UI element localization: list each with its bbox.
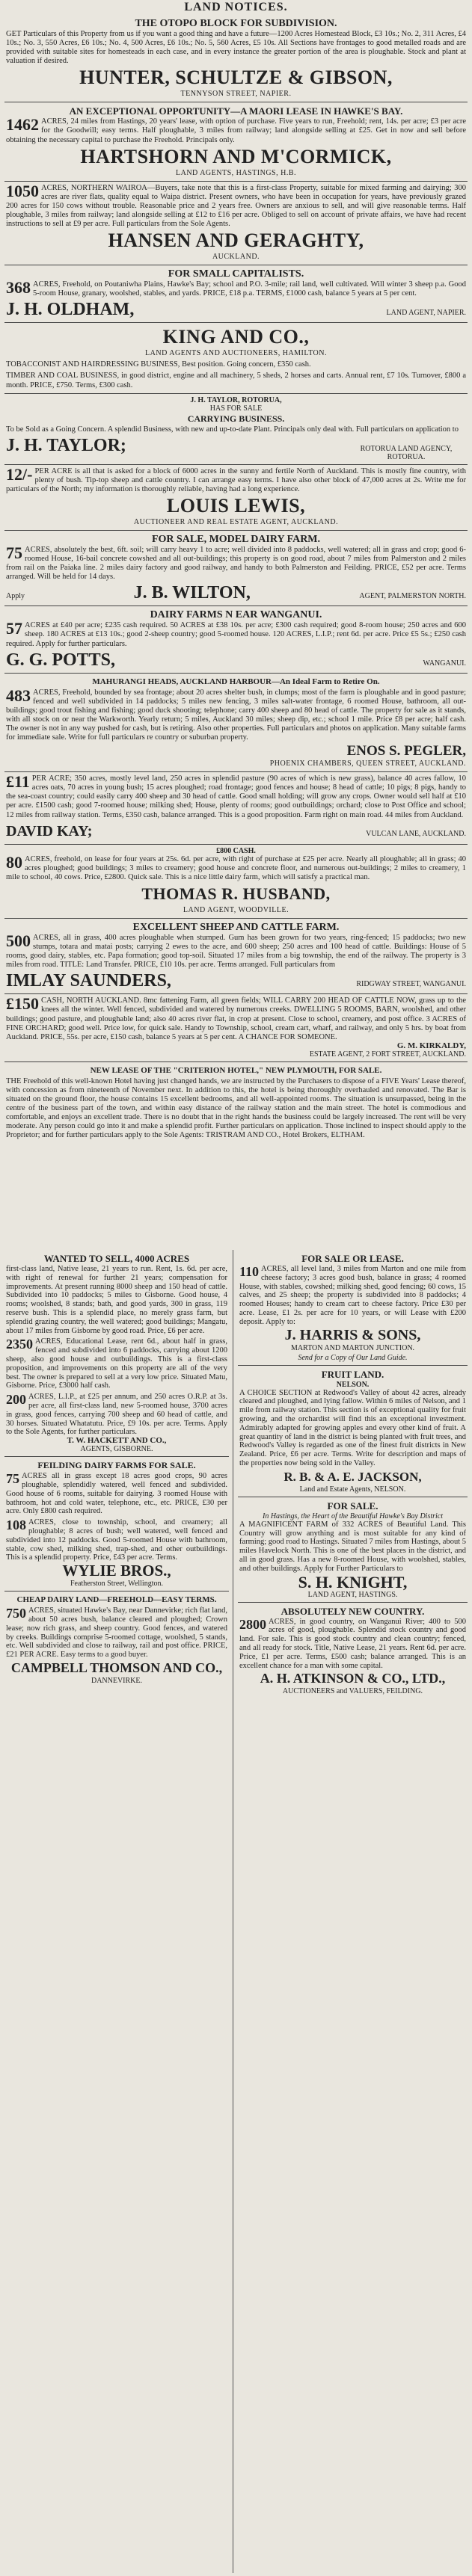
ad-body: A MAGNIFICENT FARM of 332 ACRES of Beautiful Land. This Country will grow anything and is most suitable for any kind of farming; good road to Hastings. Situated 7 miles from Hastings, about 5 miles Havelock North. This is one of the best places in the district, and all in good grass. Has a new 8-roomed House, with woolshed, stables, and other buildings. Apply for Further Particulars to [239, 1520, 467, 1573]
advertiser-address: VULCAN LANE, AUCKLAND. [366, 829, 466, 838]
left-column [4, 1250, 229, 2573]
ad-body: GET Particulars of this Property from us if you want a good thing and have a future—1200 Acres Homestead Block, £3 10s.; No. 2, 311 Acres, £4 10s.; No. 3, 550 Acres, £6 10s.; No. 4, 500 Acres, £6 10s.; No. 5, 560 Acres, £5 10s. All Sections have frontages to good metalled roads and are provided with suitable sites for homesteads in each case, and in every instance the greater portion of the area is ploughable. Stock and plant at valuation if desired. [6, 30, 466, 66]
ad-heading: FEILDING DAIRY FARMS FOR SALE. [37, 1460, 196, 1471]
ad-sub: NELSON. [336, 1380, 370, 1389]
ad-king [4, 323, 468, 393]
ad-body: ACRES all in grass except 18 acres good crops, 90 acres ploughable, splendidly watered, well fenced and subdivided. Good house of 6 rooms, suitable for dairying. 3 roomed House with bathroom, hot and cold water, telephone, etc., etc. PRICE, £30 per acre. Only £800 cash required. [6, 1472, 227, 1516]
ad-body: A CHOICE SECTION at Redwood's Valley of about 42 acres, already cleared and ploughed, and lying fallow. Within 6 miles of Nelson, and 1 mile from railway station. This section is of exceptional quality for fruit growing, and the orchardist will find this an exceptional investment. Admirably adapted for growing apples and every other kind of fruit. A great quantity of land in the district is being planted with fruit trees, and Redwood's Valley is regarded as one of the finest fruit districts in New Zealand. Price, £6 per acre. Terms. Write for description and maps of the properties now being sold in the Valley. [239, 1388, 466, 1467]
ad-kirkaldy [4, 994, 468, 1061]
ad-sub: In Hastings, the Heart of the Beautiful Hawke's Bay District [263, 1512, 443, 1520]
ad-heading: MAHURANGI HEADS, AUCKLAND HARBOUR—An Ideal Farm to Retire On. [92, 677, 380, 686]
advertiser-name: R. B. & A. E. JACKSON, [283, 1469, 422, 1484]
advertiser-name: J. H. OLDHAM, [6, 300, 135, 320]
ad-body: To be Sold as a Going Concern. A splendid Business, with new and up-to-date Plant. Principals only deal with. Full particulars on application to [6, 425, 459, 434]
ad-heading: WANTED TO SELL, 4000 ACRES [43, 1253, 190, 1264]
ad-body: ACRES, close to township, school, and creamery; all ploughable; 8 acres of bush; well watered, well fenced and subdivided into 12 paddocks. Good 5-roomed House with bathroom, stable, cow shed, milking shed, trap-shed, and other outbuildings. This is a splendid property. Price, £43 per acre. Terms. [6, 1518, 227, 1562]
advertiser-address: WANGANUI. [423, 659, 466, 668]
ad-heading: THE OTOPO BLOCK FOR SUBDIVISION. [135, 18, 337, 29]
advertiser-name: J. H. TAYLOR; [6, 435, 126, 455]
advertiser-address: AUCKLAND. [212, 253, 260, 262]
ad-body: TIMBER AND COAL BUSINESS, in good district, engine and all machinery, 5 sheds, 2 horses and carts. Annual rent, £7 10s. Turnover, £800 a month. PRICE, £750. Terms, £300 cash. [6, 372, 466, 389]
ad-heading: EXCELLENT SHEEP AND CATTLE FARM. [132, 921, 340, 933]
advertiser-name: G. G. POTTS, [6, 650, 116, 670]
acreage: 483 [6, 685, 31, 705]
advertiser-address: TENNYSON STREET, NAPIER. [180, 90, 292, 99]
advertiser-name: CAMPBELL THOMSON AND CO., [10, 1660, 223, 1675]
acreage: 80 [6, 852, 22, 872]
ad-sub: HAS FOR SALE [209, 404, 263, 413]
ad-body: ACRES, all level land, 3 miles from Marton and one mile from cheese factory; 3 acres good bush, balance in grass; 4 roomed House, with stables, cowshed; milking shed, good fencing; 60 cows, 15 calves, and 25 sheep; the property is subdivided into 8 paddocks; 4 roomed Houses; handy to cream cart to cheese factory. Price £30 per acre. Lease, £1 2s. per acre for 10 years, or will Lease with £200 deposit. Apply to: [239, 1265, 466, 1326]
price: £150 [6, 994, 39, 1014]
advertiser-name: J. HARRIS & SONS, [284, 1326, 421, 1343]
advertiser-name: A. H. ATKINSON & CO., LTD., [260, 1671, 446, 1686]
advertiser-name: ENOS S. PEGLER, [346, 743, 466, 759]
ad-potts [4, 606, 468, 673]
acreage: 75 [6, 543, 22, 562]
ad-campbell [4, 1591, 229, 1688]
ad-body: ACRES, 24 miles from Hastings, 20 years' lease, with option of purchase. Five years to run, Freehold; rent, 14s. per acre; £3 per acre for the Goodwill; easy terms. Half ploughable, 3 miles from railway; land alongside selling at £25. Get in now and sell before obtaining the necessary capital to purchase the Freehold. Principals only. [6, 117, 466, 144]
advertiser-name: LOUIS LEWIS, [166, 494, 306, 517]
ad-heading: ABSOLUTELY NEW COUNTRY. [281, 1605, 425, 1617]
acreage: 2800 [239, 1616, 266, 1632]
ad-heading: AN EXCEPTIONAL OPPORTUNITY—A MAORI LEASE IN HAWKE'S BAY. [69, 105, 403, 117]
advertiser-address: AGENTS, GISBORNE. [80, 1445, 153, 1454]
ad-david-kay [4, 772, 468, 844]
ad-body: THE Freehold of this well-known Hotel having just changed hands, we are instructed by the Purchasers to dispose of a FIVE Years' Lease thereof, with concession as from nineteenth of November next. In addition to this, the hotel is being thoroughly overhauled and renovated. The Bar is situated on the ground floor, the house contains 15 excellent bedrooms, and all well-appointed rooms. The situation is unsurpassed, being in the centre of the business part of the town, and within easy distance of the railway station and the main street. The hotel is commodious and comfortable, and enjoys an excellent trade. There is no doubt that in the right hands the business could be largely increased. The rent will be very moderate. Any person could go into it and make a splendid profit. Further particulars on application. Those inclined to inspect should apply to the Proprietor; and for further particulars apply to the Sole Agents: TRISTRAM AND CO., Hotel Brokers, ELTHAM. [6, 1076, 466, 1140]
ad-heading: NEW LEASE OF THE "CRITERION HOTEL," NEW PLYMOUTH, FOR SALE. [90, 1065, 382, 1075]
advertiser-address: DANNEVIRKE. [91, 1676, 143, 1685]
advertiser-address: LAND AGENTS, HASTINGS, H.B. [175, 168, 296, 177]
ad-body: ACRES, absolutely the best, 6ft. soil; will carry heavy 1 to acre; well divided into 8 paddocks, well watered; all in grass and crop; good 6-roomed House, 16-bail concrete cowshed and all out-buildings; this property is on good road, about 7 miles from Palmerston and 2 miles from rail on the Paiaka line. 2 miles dairy factory and good railway, and handy to both Palmerston and Feilding. PRICE, £52 per acre. Terms arranged. Will be held for 14 days. [6, 545, 466, 582]
ad-jackson [238, 1366, 468, 1497]
advertiser-address: ROTORUA LAND AGENCY, ROTORUA. [360, 444, 453, 461]
ad-atkinson [238, 1603, 468, 1699]
advertiser-name: S. H. KNIGHT, [298, 1572, 408, 1591]
advertiser-name: IMLAY SAUNDERS, [6, 971, 171, 991]
advertiser-address: AGENT, PALMERSTON NORTH. [359, 592, 466, 601]
ad-wilton [4, 531, 468, 606]
ad-body: PER ACRE is all that is asked for a block of 6000 acres in the sunny and fertile North of Auckland. This is mostly fine country, with plenty of bush. Tip-top sheep and cattle country. I can arrange easy terms. I have also other block of 47,000 acres at 2s. Write me for particulars of the North; my information is thoroughly reliable, having had a long experience. [6, 466, 466, 493]
ad-heading: £800 CASH. [216, 846, 256, 855]
ad-heading: CHEAP DAIRY LAND—FREEHOLD—EASY TERMS. [16, 1595, 217, 1605]
price: 12/- [6, 464, 33, 484]
ad-body: first-class land, Native lease, 21 years to run. Rent, 1s. 6d. per acre, with right of renewal for further 21 years; compensation for improvements. At present running 8000 sheep and 150 head of cattle. Subdivided into 10 paddocks; 5 miles to Gisborne. Good house, 4 rooms; woolshed, 8 stands; bath, and good yards, 300 in grass, 119 reserve bush. This is a splendid place, no merely grass farm, but splendid grazing country, the well watered; good buildings; Mangatu, about 17 miles from Gisborne by good road. Price, £6 per acre. [6, 1265, 227, 1335]
ad-taylor [4, 394, 468, 465]
ad-louis-lewis [4, 465, 468, 531]
right-column [238, 1250, 468, 2573]
advertiser-name: HUNTER, SCHULTZE & GIBSON, [79, 67, 393, 89]
price: £11 [6, 772, 30, 792]
ad-heading: FOR SALE OR LEASE. [301, 1253, 404, 1264]
acreage: 1050 [6, 181, 39, 200]
acreage: 75 [6, 1471, 19, 1487]
advertiser-address: MARTON AND MARTON JUNCTION. [290, 1343, 415, 1352]
ad-top: J. H. TAYLOR, ROTORUA, [190, 395, 282, 404]
ad-body: CASH, NORTH AUCKLAND. 8mc fattening Farm, all green fields; WILL CARRY 200 HEAD OF CATTLE NOW, grass up to the knees all the winter. Well fenced, subdivided and watered by numerous creeks. DWELLING 5 ROOMS, BARN, woolshed, and other buildings; good pasture, and ploughable land; also 40 acres river flat, in crop at present. Close to school, creamery, and post office. 3 ACRES of FINE ORCHARD; good well. Price low, for quick sale. Handy to Township, school, cream cart, wharf, and railway, and only 5 hrs. by boat from Auckland. PRICE, 55s. per acre, £150 cash, balance 5 years at 5 per cent. A CHANCE FOR SOMEONE. [6, 996, 466, 1041]
ad-body: ACRES, Freehold, on Poutaniwha Plains, Hawke's Bay; school and P.O. 3-mile; rail land, well cultivated. Will winter 3 sheep p.a. Good 5-room House, granary, woolshed, stables, and yards. PRICE, £18 p.a. TERMS, £1000 cash, balance 5 years at 5 per cent. [33, 280, 466, 298]
acreage: 750 [6, 1606, 26, 1621]
ad-heading: FOR SALE. [327, 1500, 378, 1512]
advertiser-address: AUCTIONEER AND REAL ESTATE AGENT, AUCKLAND. [133, 517, 339, 526]
ad-maori-lease [4, 102, 468, 181]
advertiser-name: WYLIE BROS., [62, 1562, 171, 1580]
ad-body: ACRES, NORTHERN WAIROA—Buyers, take note that this is a first-class Property, suitable for mixed farming and dairying; 300 acres are river flats, quality equal to Waipa district. Present owners, who have been in occupation for years, have previously grazed 200 acres for 150 cows without trouble. Reasonable price and 2 years free. Owners are anxious to sell, and will give reasonable terms. Half ploughable, 3 miles from railway; land alongside selling at £12 to £16 per acre. Obliged to sell on account of private affairs, we have had recent instructions to sell at £9 per acre. Full particulars from the Sole Agents. [6, 183, 466, 229]
acreage: 500 [6, 931, 31, 950]
advertiser-name: HARTSHORN AND M'CORMICK, [80, 145, 392, 167]
ad-harris [238, 1250, 468, 1366]
advertiser-address: PHOENIX CHAMBERS, QUEEN STREET, AUCKLAND. [269, 759, 466, 768]
ad-small-capitalists [4, 265, 468, 323]
advertiser-name: THOMAS R. HUSBAND, [141, 884, 331, 903]
ad-hackett [4, 1250, 229, 1457]
page-header: LAND NOTICES. [184, 1, 288, 13]
ad-otopo [4, 15, 468, 102]
ad-body: ACRES, Educational Lease, rent 6d., about half in grass, fenced and subdivided into 6 paddocks, carrying about 1200 sheep, also good house and outbuildings. This is a first-class proposition, and improvements on this property are all of the very best. The owner is prepared to sell at a very low price. Situated Matu, Gisborne. Price, £3000 half cash. [6, 1337, 227, 1390]
advertiser-address: Land and Estate Agents, NELSON. [299, 1485, 406, 1494]
ad-body: ACRES, Freehold, bounded by sea frontage; about 20 acres shelter bush, in clumps; most of the farm is ploughable and in good pasture; fenced and well subdivided in 14 paddocks; 5 miles new fencing, 3 miles salt-water frontage, 6 roomed House, bathroom, all out-buildings; good trout fishing and fishing; good duck shooting; telephone; carry 400 sheep and 80 head of cattle. The property for sale as it stands, with all stock on or near the Warkworth. Yearly return; 5 miles, Auckland 30 miles; sheep dip, etc.; school 1 mile. Price £8 per acre; half cash. The owner is not in any way pushed for cash, but is retiring. Also other properties. Full particulars and photos on application. Many suitable farms for immediate sale. Write for full particulars re country or suburban property. [6, 688, 466, 742]
ad-body: PER ACRE; 350 acres, mostly level land, 250 acres in splendid pasture (90 acres of which is new grass), balance 40 acres fallow, 10 acres oats, 70 acres in young bush; 15 acres ploughed; road frontage; good fences and house; 8 head of cattle; 10 pigs; 8 pigs, handy to the sea-coast country; could easily carry 400 sheep and 30 head of cattle. Good small holding; will grow any crops. Owner would sell half at £10 per acre. £1500 cash; good 7-roomed house; milking shed; House, plenty of rooms; good outbuildings; orchard; close to Post Office and school; 12 miles from railway station. Terms, £350 cash, balance arranged. This is a good proposition. Farm right on main road. 44 miles from Auckland. [6, 774, 466, 819]
ad-saunders [4, 919, 468, 994]
ad-footer: Send for a Copy of Our Land Guide. [298, 1353, 408, 1362]
ad-heading: FOR SALE, MODEL DAIRY FARM. [151, 533, 321, 545]
ad-body: ACRES, L.I.P., at £25 per annum, and 250 acres O.R.P. at 3s. per acre, all first-class land, new 5-roomed house, 3700 acres in grass, good fences, carrying 700 sheep and 60 head of cattle, and 30 horses. Situated Whatatutu. Price, £9 10s. per acre. Terms. Apply to the Sole Agents, for further particulars. [6, 1393, 227, 1437]
advertiser-address: AUCTIONEERS and VALUERS, FEILDING. [282, 1687, 423, 1696]
ad-husband [4, 845, 468, 919]
ad-body: ACRES at £40 per acre; £235 cash required. 50 ACRES at £38 10s. per acre; £300 cash required; good 8-room house; 250 acres and 600 sheep. 180 ACRES at £13 10s.; good 2-sheep country; good 5-roomed house. 120 ACRES, L.I.P.; rent 6d. per acre. Price £5 5s.; £250 cash required. Apply for further particulars. [6, 621, 466, 648]
acreage: 1462 [6, 115, 39, 135]
advertiser-name: HANSEN AND GERAGHTY, [108, 229, 364, 252]
advertiser-name: DAVID KAY; [6, 822, 93, 839]
advertiser-name: KING AND CO., [162, 326, 310, 348]
ad-knight [238, 1497, 468, 1603]
ad-criterion [4, 1062, 468, 1144]
acreage: 108 [6, 1517, 26, 1533]
advertiser-address: LAND AGENT, WOODVILLE. [183, 905, 289, 914]
advertiser-address: Featherston Street, Wellington. [70, 1580, 163, 1589]
advertiser-address: LAND AGENT, HASTINGS. [307, 1590, 398, 1599]
upper-column [4, 15, 468, 1247]
acreage: 368 [6, 278, 31, 298]
ad-wylie [4, 1457, 229, 1591]
advertiser-address: ESTATE AGENT, 2 FORT STREET, AUCKLAND. [309, 1050, 466, 1059]
ad-northern-wairoa [4, 182, 468, 265]
acreage: 200 [6, 1392, 26, 1408]
advertiser-name: J. B. WILTON, [133, 583, 251, 603]
ad-body: ACRES, freehold, on lease for four years at 25s. 6d. per acre, with right of purchase at £25 per acre. Nearly all ploughable; all in grass; 40 acres ploughed; good buildings; 3 miles to creamery; good house and concrete floor, and numerous out-buildings; 2 miles to creamery, 1 mile to school, 40 cows. Price, £2800. Quick sale. This is a nice little dairy farm, which will satisfy a practical man. [6, 854, 466, 881]
ad-heading: FOR SMALL CAPITALISTS. [168, 268, 304, 280]
ad-body: ACRES, all in grass, 400 acres ploughable when stumped. Gum has been grown for two years, ring-fenced; 15 paddocks; two new stumps, totara and matai posts; carrying 2 ewes to the acre, and 600 sheep; 250 acres and 100 head of cattle. Buildings: House of 5 rooms, good dairy, stables, etc. Papa formation; good top-soil. Situated 17 miles from a big township, the end of the railway. The property is 3 miles from road. TITLE: Land Transfer. PRICE, £10 10s. per acre. Terms arranged. Full particulars from [6, 933, 466, 970]
ad-heading: CARRYING BUSINESS. [187, 413, 285, 424]
ad-heading: FRUIT LAND. [321, 1368, 384, 1380]
ad-body: ACRES, situated Hawke's Bay, near Dannevirke; rich flat land, about 50 acres bush, balance cleared and ploughed; Crown lease; now rich grass, and sheep country. Good fences, and watered by creeks. Buildings comprise 5-roomed cottage, woolshed, 5 stands, etc. Well subdivided and close to railway, rail and post office. PRICE, £21 PER ACRE. Easy terms to a good buyer. [6, 1606, 227, 1660]
acreage: 110 [239, 1264, 260, 1279]
advertiser-name: G. M. KIRKALDY, [396, 1041, 466, 1050]
ad-body: ACRES, in good country, on Wanganui River; 400 to 500 acres of good, ploughable. Splendid stock country and good land. For sale. This is good stock country and clean country; fenced, and all ready for stock. Title, Native Lease, 21 years. Rent 6d. per acre. Price, £1 per acre. Terms, £500 cash; balance arranged. This is an excellent chance for a man with some capital. [239, 1617, 466, 1670]
advertiser-address: LAND AGENT, NAPIER. [386, 309, 466, 318]
ad-pegler [4, 674, 468, 773]
advertiser-address: LAND AGENTS AND AUCTIONEERS, HAMILTON. [145, 349, 327, 358]
advertiser-address: RIDGWAY STREET, WANGANUI. [356, 980, 466, 989]
acreage: 57 [6, 619, 22, 638]
apply-label: Apply [6, 592, 25, 601]
advertiser-name: T. W. HACKETT AND CO., [67, 1436, 167, 1446]
ad-heading: DAIRY FARMS N EAR WANGANUI. [150, 609, 322, 621]
acreage: 2350 [6, 1337, 33, 1352]
ad-body: TOBACCONIST AND HAIRDRESSING BUSINESS, Best position. Going concern, £350 cash. [6, 360, 311, 369]
